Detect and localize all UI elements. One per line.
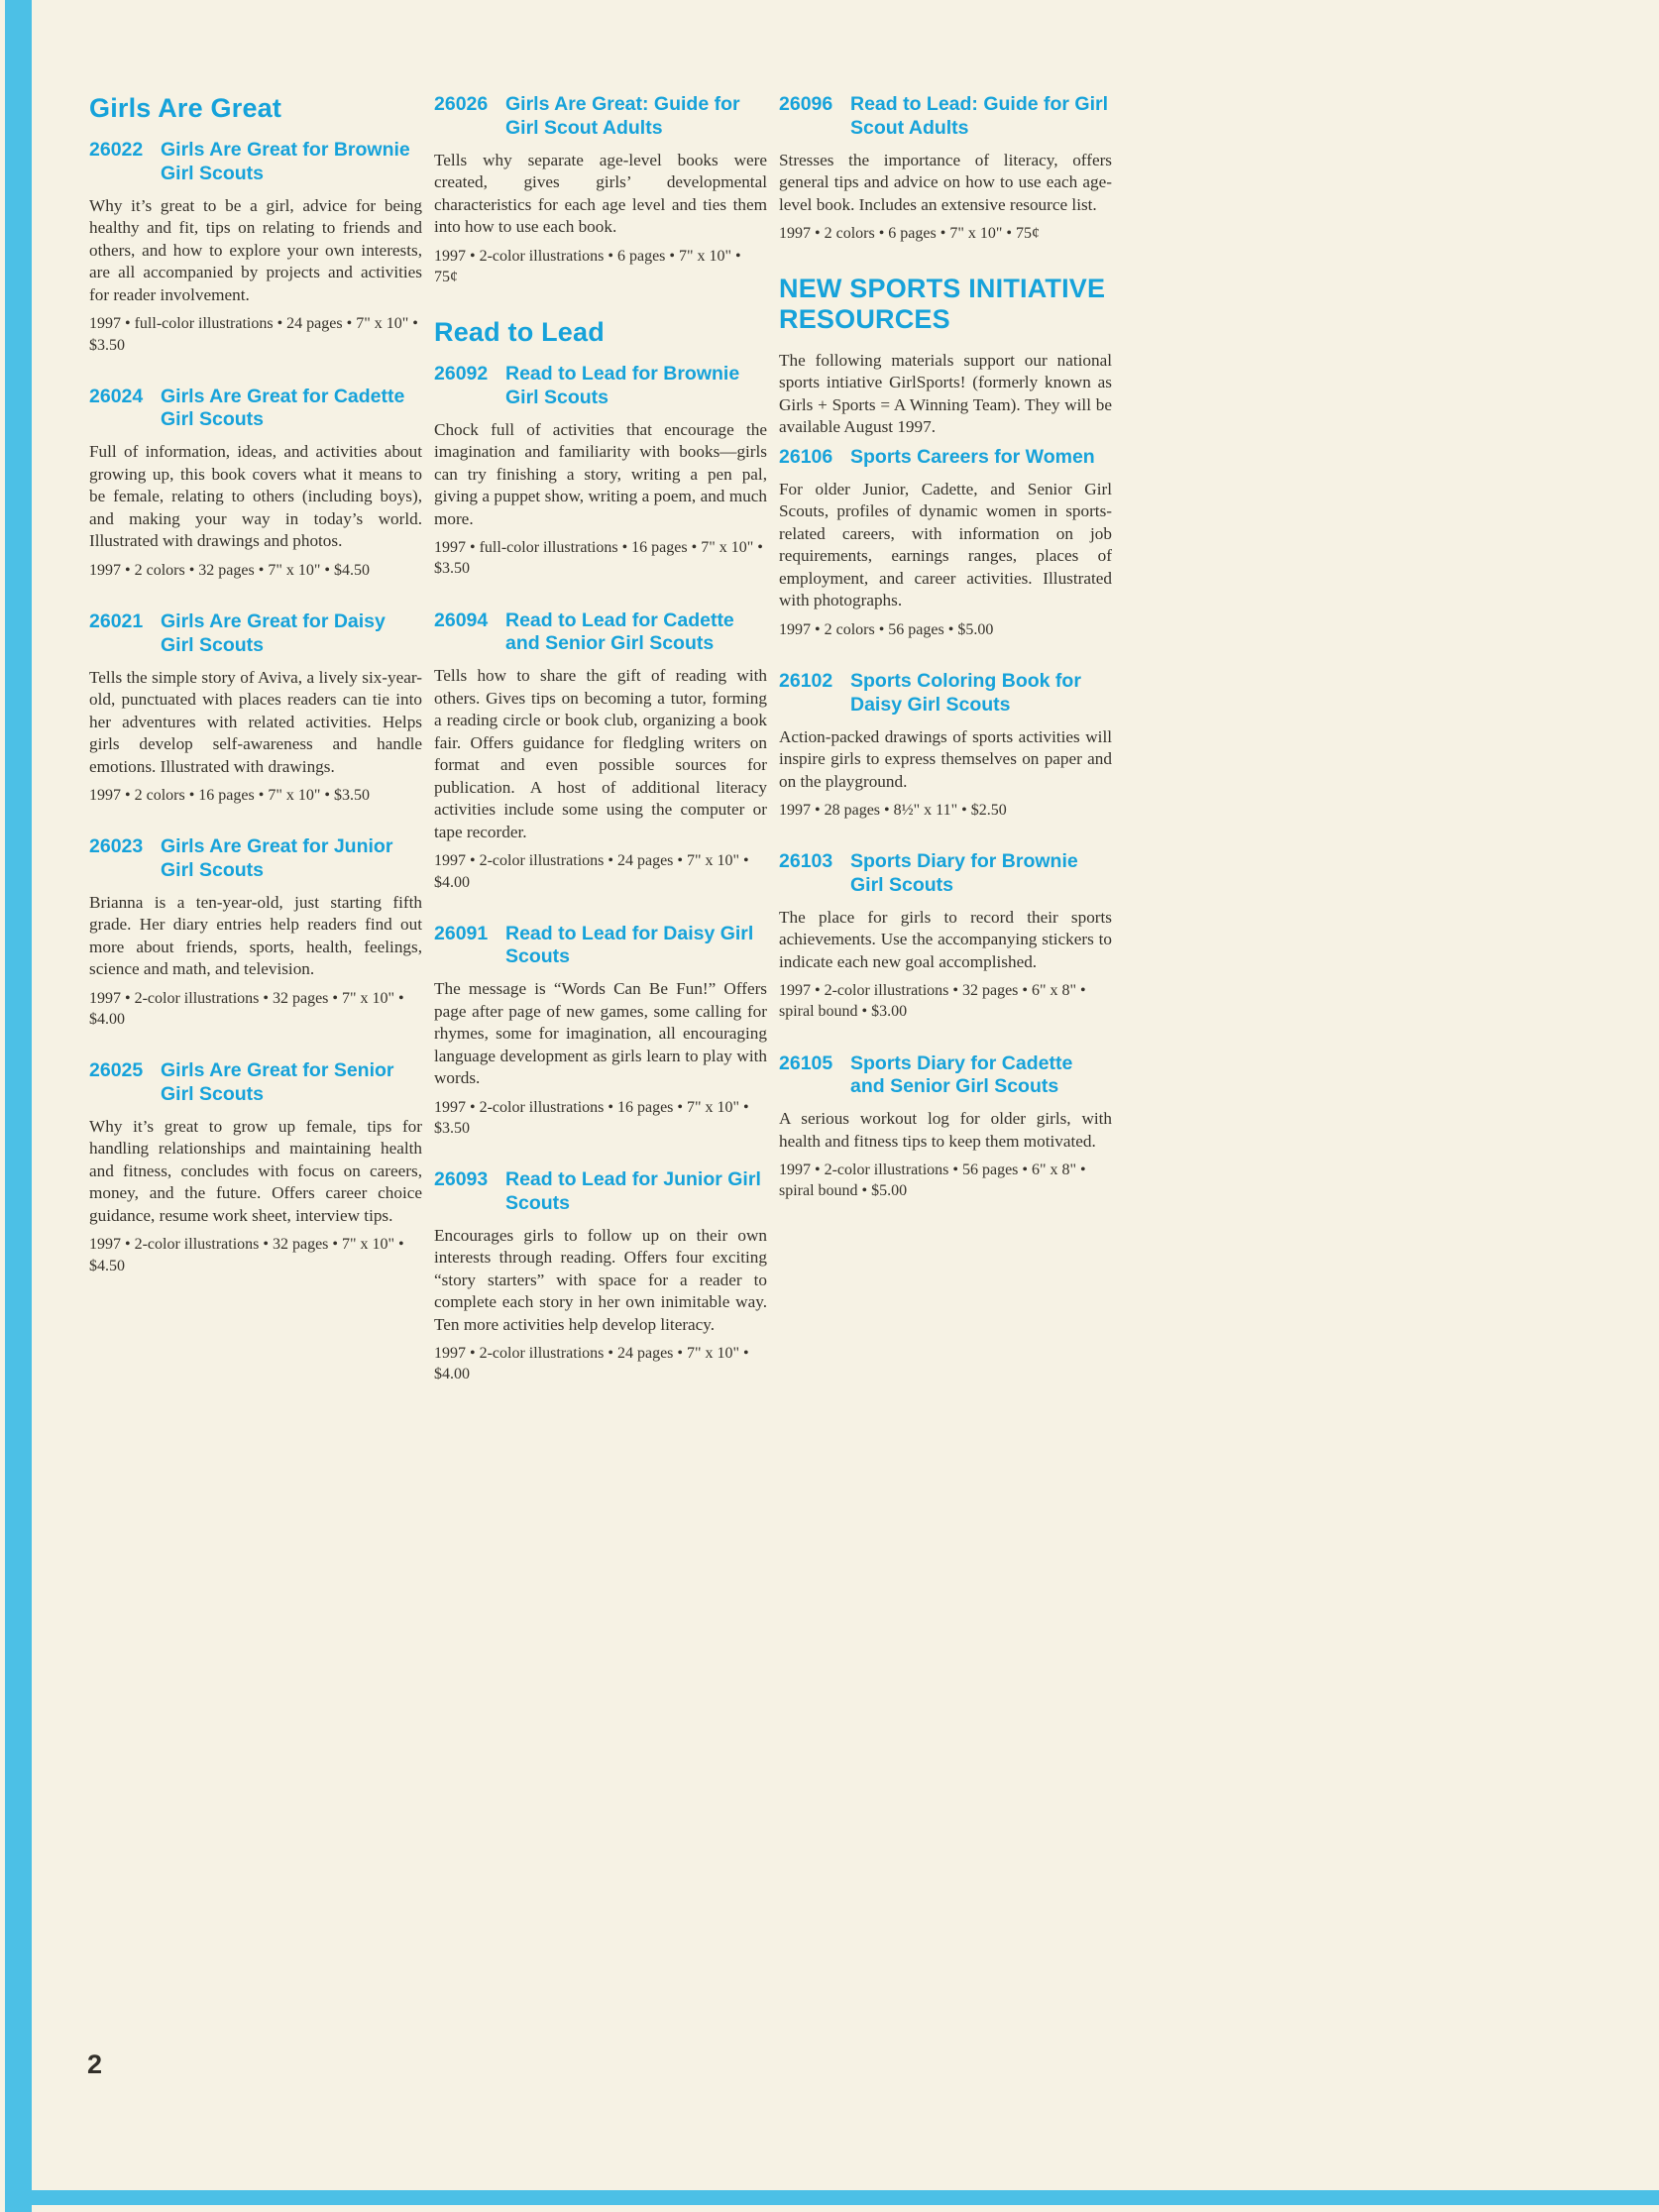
catalog-item: [779, 670, 1112, 821]
item-header: [434, 923, 767, 970]
item-description: The place for girls to record their sports achievements. Use the accompanying stickers to indicate each new goal accomplished.: [779, 907, 1112, 971]
item-description: Encourages girls to follow up on their own interests through reading. Offers four exciting “story starters” with space for a reader to complete each story in her own inimitable way. Ten more activities help develop literacy.: [434, 1225, 767, 1334]
item-specs: 1997 • 2-color illustrations • 32 pages • 6" x 8" • spiral bound • $3.00: [779, 982, 1086, 1021]
item-header: [434, 1168, 767, 1216]
item-title: Read to Lead: Guide for Girl Scout Adults: [850, 93, 1109, 139]
item-specs: 1997 • 2-color illustrations • 6 pages • 7" x 10" • 75¢: [434, 247, 741, 285]
catalog-item: [434, 923, 767, 1139]
item-description: Why it’s great to grow up female, tips for handling relationships and maintaining health and fitness, concludes with focus on careers, money, and the future. Offers career choice guidance, resume work sheet, interview tips.: [89, 1116, 422, 1225]
item-title: Girls Are Great for Senior Girl Scouts: [161, 1059, 394, 1106]
item-description: Stresses the importance of literacy, offers general tips and advice on how to use each age-level book. Includes an extensive resource list.: [779, 150, 1112, 214]
catalog-item: [89, 610, 422, 806]
catalog-item: [89, 386, 422, 581]
item-description: The message is “Words Can Be Fun!” Offers page after page of new games, some calling for rhymes, some for imagination, all encouraging language development as girls learn to play with words.: [434, 979, 767, 1088]
item-number: 26023: [89, 835, 144, 858]
item-specs: 1997 • 2 colors • 6 pages • 7" x 10" • 75¢: [779, 225, 1040, 243]
item-specs: 1997 • 2 colors • 16 pages • 7" x 10" • $3.50: [89, 787, 370, 805]
page-number: 2: [87, 2049, 103, 2079]
item-title: Sports Coloring Book for Daisy Girl Scouts: [850, 669, 1081, 716]
item-specs: 1997 • 2-color illustrations • 16 pages • 7" x 10" • $3.50: [434, 1098, 749, 1137]
item-description: Tells why separate age-level books were created, gives girls’ developmental characteristics for each age level and ties them into how to use each book.: [434, 150, 767, 237]
item-number: 26096: [779, 93, 833, 115]
item-description: Chock full of activities that encourage the imagination and familiarity with books—girls can try finishing a story, writing a pen pal, giving a puppet show, writing a poem, and much more.: [434, 419, 767, 528]
item-description: Why it’s great to be a girl, advice for being healthy and fit, tips on relating to friends and others, and how to explore your own interests, are all accompanied by projects and activities for reader involvement.: [89, 195, 422, 304]
item-description: A serious workout log for older girls, with health and fitness tips to keep them motivated.: [779, 1109, 1112, 1151]
item-specs: 1997 • 2-color illustrations • 24 pages • 7" x 10" • $4.00: [434, 852, 749, 891]
section-header: Girls Are Great: [89, 93, 282, 123]
catalog-item: [434, 93, 767, 287]
item-specs: 1997 • 28 pages • 8½" x 11" • $2.50: [779, 802, 1007, 820]
catalog-item: [434, 609, 767, 893]
item-header: [779, 850, 1112, 898]
item-header: [779, 670, 1112, 718]
item-title: Read to Lead for Junior Girl Scouts: [505, 1168, 761, 1214]
item-title: Sports Diary for Cadette and Senior Girl Scouts: [850, 1051, 1073, 1098]
item-number: 26026: [434, 93, 489, 115]
item-header: [434, 93, 767, 141]
left-edge-strip: [5, 0, 32, 2212]
item-title: Girls Are Great for Junior Girl Scouts: [161, 835, 393, 882]
item-header: [779, 93, 1112, 141]
item-specs: 1997 • 2-color illustrations • 24 pages • 7" x 10" • $4.00: [434, 1345, 749, 1383]
catalog-item: [779, 1052, 1112, 1202]
item-header: [434, 363, 767, 410]
item-title: Sports Careers for Women: [850, 445, 1095, 468]
section-header: Read to Lead: [434, 316, 605, 347]
catalog-item: [434, 363, 767, 579]
section-intro: The following materials support our national sports intiative GirlSports! (formerly known as Girls + Sports = A Winning Team). They will be available August 1997.: [779, 350, 1112, 437]
catalog-item: [779, 850, 1112, 1022]
item-title: Read to Lead for Cadette and Senior Girl Scouts: [505, 608, 734, 655]
item-header: [89, 1059, 422, 1107]
item-description: Tells how to share the gift of reading with others. Gives tips on becoming a tutor, forming a reading circle or book club, organizing a book fair. Offers guidance for fledgling writers on format and even possible sources for publication. A host of additional literacy activities include some using the computer or tape recorder.: [434, 666, 767, 841]
item-header: [89, 835, 422, 883]
item-title: Girls Are Great: Guide for Girl Scout Adults: [505, 93, 740, 139]
item-description: Brianna is a ten-year-old, just starting fifth grade. Her diary entries help readers find out more about friends, sports, health, feelings, science and math, and television.: [89, 892, 422, 979]
item-number: 26094: [434, 608, 489, 631]
item-number: 26103: [779, 850, 833, 873]
item-header: [89, 610, 422, 658]
item-specs: 1997 • 2 colors • 32 pages • 7" x 10" • $4.50: [89, 561, 370, 579]
item-number: 26093: [434, 1168, 489, 1191]
item-number: 26092: [434, 363, 489, 386]
catalog-item: [779, 93, 1112, 244]
item-number: 26102: [779, 669, 833, 692]
item-specs: 1997 • 2 colors • 56 pages • $5.00: [779, 620, 994, 638]
item-title: Girls Are Great for Daisy Girl Scouts: [161, 610, 386, 656]
catalog-item: [89, 1059, 422, 1275]
item-number: 26022: [89, 139, 144, 162]
column-2: [434, 93, 767, 1414]
item-description: Tells the simple story of Aviva, a lively six-year-old, punctuated with places readers can tie into her adventures with related activities. Helps girls develop self-awareness and handle emotions. Illustrated with drawings.: [89, 667, 422, 776]
catalog-item: [89, 835, 422, 1030]
item-header: [434, 609, 767, 657]
item-header: [779, 446, 1112, 470]
item-header: [779, 1052, 1112, 1100]
catalog-item: [89, 139, 422, 355]
catalog-item: [434, 1168, 767, 1384]
catalog-item: [779, 446, 1112, 640]
item-header: [89, 139, 422, 186]
item-title: Girls Are Great for Brownie Girl Scouts: [161, 139, 410, 185]
item-description: Full of information, ideas, and activities about growing up, this book covers what it means to be female, relating to others (including boys), and making your way in today’s world. Illustrated with drawings and photos.: [89, 442, 422, 551]
item-number: 26025: [89, 1059, 144, 1082]
item-number: 26024: [89, 385, 144, 407]
item-description: Action-packed drawings of sports activities will inspire girls to express themselves on paper and on the playground.: [779, 726, 1112, 791]
item-number: 26105: [779, 1051, 833, 1074]
item-description: For older Junior, Cadette, and Senior Girl Scouts, profiles of dynamic women in sports-related careers, with information on job requirements, earnings ranges, places of employment, and career activities. Illustrated with photographs.: [779, 479, 1112, 610]
item-specs: 1997 • full-color illustrations • 16 pages • 7" x 10" • $3.50: [434, 539, 763, 578]
item-specs: 1997 • 2-color illustrations • 32 pages • 7" x 10" • $4.00: [89, 990, 404, 1029]
item-number: 26091: [434, 922, 489, 944]
item-specs: 1997 • 2-color illustrations • 32 pages • 7" x 10" • $4.50: [89, 1236, 404, 1274]
item-specs: 1997 • full-color illustrations • 24 pages • 7" x 10" • $3.50: [89, 315, 418, 354]
item-number: 26106: [779, 445, 833, 468]
column-1: [89, 93, 422, 1306]
column-3: [779, 93, 1112, 1231]
item-title: Read to Lead for Brownie Girl Scouts: [505, 363, 740, 408]
item-header: [89, 386, 422, 433]
item-specs: 1997 • 2-color illustrations • 56 pages • 6" x 8" • spiral bound • $5.00: [779, 1161, 1086, 1200]
item-title: Sports Diary for Brownie Girl Scouts: [850, 850, 1078, 896]
section-header: NEW SPORTS INITIATIVE RESOURCES: [779, 274, 1106, 334]
bottom-edge-strip: [5, 2190, 1659, 2205]
item-number: 26021: [89, 610, 144, 632]
item-title: Girls Are Great for Cadette Girl Scouts: [161, 385, 405, 431]
item-title: Read to Lead for Daisy Girl Scouts: [505, 922, 754, 968]
